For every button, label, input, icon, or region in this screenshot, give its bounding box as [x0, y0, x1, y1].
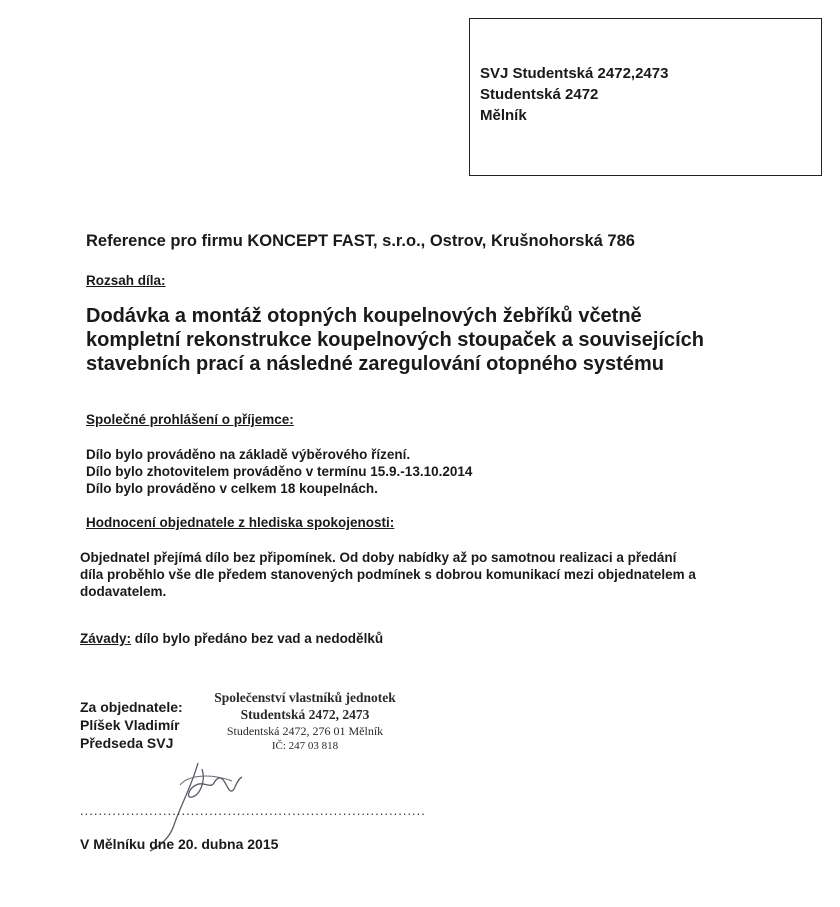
- address-line-1: SVJ Studentská 2472,2473: [480, 65, 669, 82]
- recipient-address-box: [469, 18, 822, 176]
- stamp-line-1: Společenství vlastníků jednotek: [214, 690, 396, 705]
- signer-block: [80, 698, 183, 752]
- defects-text: dílo bylo předáno bez vad a nedodělků: [131, 631, 384, 646]
- address-line-3: Mělník: [480, 107, 527, 124]
- defects-label: Závady:: [80, 631, 132, 646]
- recipient-address: [480, 63, 668, 126]
- stamp-line-4: IČ: 247 03 818: [271, 740, 339, 752]
- scope-title: [86, 304, 786, 376]
- address-line-2: Studentská 2472: [480, 86, 599, 103]
- statement-heading: Společné prohlášení o příjemce:: [86, 412, 294, 427]
- scope-heading: Rozsah díla:: [86, 273, 166, 288]
- signature-line: ...........................................................................: [80, 803, 426, 818]
- statement-body: [86, 446, 472, 497]
- reference-heading: Reference pro firmu KONCEPT FAST, s.r.o., Ostrov, Krušnohorská 786: [86, 232, 635, 250]
- place-and-date: V Mělníku dne 20. dubna 2015: [80, 836, 279, 852]
- evaluation-line-3: dodavatelem.: [80, 584, 167, 599]
- scope-title-line-1: Dodávka a montáž otopných koupelnových žebříků včetně: [86, 305, 642, 327]
- statement-line-1: Dílo bylo prováděno na základě výběrového řízení.: [86, 447, 411, 462]
- stamp-line-2: Studentská 2472, 2473: [240, 707, 370, 722]
- signer-line-3: Předseda SVJ: [80, 735, 174, 751]
- evaluation-body: [80, 549, 696, 600]
- signer-line-1: Za objednatele:: [80, 699, 183, 715]
- scope-title-line-2: kompletní rekonstrukce koupelnových stoupaček a souvisejících: [86, 329, 704, 351]
- evaluation-heading: Hodnocení objednatele z hlediska spokojenosti:: [86, 515, 395, 530]
- evaluation-line-2: díla proběhlo vše dle předem stanovených podmínek s dobrou komunikací mezi objednatelem a: [80, 567, 696, 582]
- statement-line-2: Dílo bylo zhotovitelem prováděno v termínu 15.9.-13.10.2014: [86, 464, 473, 479]
- statement-line-3: Dílo bylo prováděno v celkem 18 koupelnách.: [86, 481, 378, 496]
- signer-line-2: Plíšek Vladimír: [80, 717, 180, 733]
- evaluation-line-1: Objednatel přejímá dílo bez připomínek. Od doby nabídky až po samotnou realizaci a předání: [80, 550, 677, 565]
- scope-title-line-3: stavebních prací a následné zaregulování otopného systému: [86, 353, 664, 375]
- defects-statement: [80, 631, 383, 646]
- stamp-line-3: Studentská 2472, 276 01 Mělník: [226, 724, 384, 738]
- association-stamp: [200, 690, 410, 752]
